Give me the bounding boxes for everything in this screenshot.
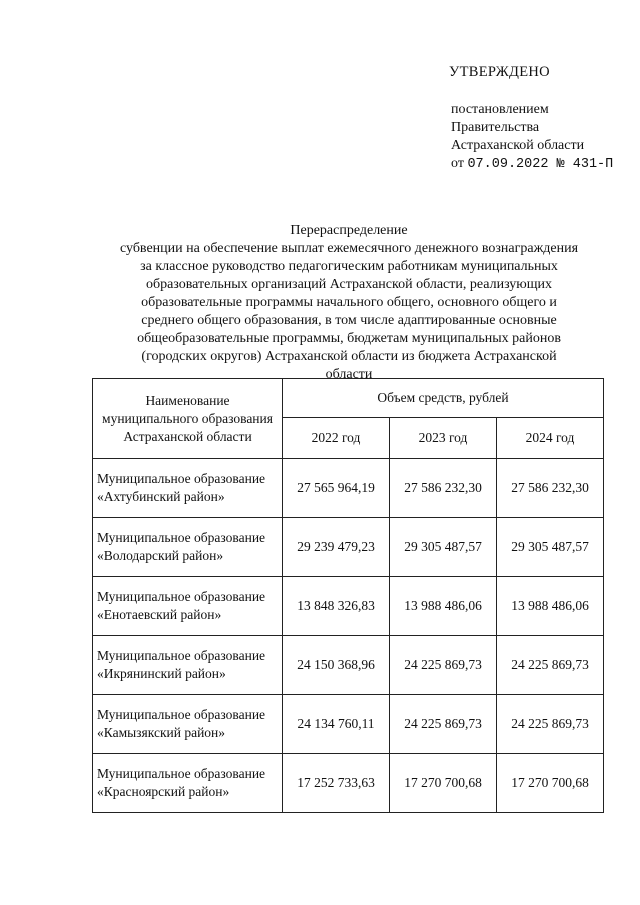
header-municipality: Наименование муниципального образования Астраханской области: [93, 379, 283, 459]
row-value-2023: 17 270 700,68: [390, 754, 497, 813]
approval-date-line: [451, 155, 636, 174]
row-value-2024: 27 586 232,30: [497, 459, 604, 518]
title-line: за классное руководство педагогическим работникам муниципальных: [140, 259, 558, 274]
approval-decree-number: 07.09.2022 № 431-П: [467, 157, 614, 172]
approval-line-1: постановлением: [451, 102, 549, 117]
row-value-2022: 13 848 326,83: [283, 577, 390, 636]
row-value-2023: 27 586 232,30: [390, 459, 497, 518]
table-row: [93, 459, 604, 518]
row-value-2022: 24 150 368,96: [283, 636, 390, 695]
row-municipality-name: Муниципальное образование «Камызякский район»: [93, 695, 283, 754]
header-funds-volume: Объем средств, рублей: [283, 379, 604, 418]
title-line: области: [325, 367, 373, 382]
row-municipality-name: Муниципальное образование «Енотаевский район»: [93, 577, 283, 636]
row-value-2022: 29 239 479,23: [283, 518, 390, 577]
header-year-2022: 2022 год: [283, 418, 390, 459]
row-value-2024: 13 988 486,06: [497, 577, 604, 636]
title-line: среднего общего образования, в том числе адаптированные основные: [141, 313, 557, 328]
row-value-2023: 24 225 869,73: [390, 636, 497, 695]
row-value-2024: 24 225 869,73: [497, 636, 604, 695]
table-row: [93, 518, 604, 577]
approval-line-2: Правительства: [451, 120, 540, 135]
funds-table: [92, 378, 604, 813]
approval-date-prefix: от: [451, 156, 464, 171]
row-value-2024: 17 270 700,68: [497, 754, 604, 813]
table-row: [93, 577, 604, 636]
row-value-2022: 27 565 964,19: [283, 459, 390, 518]
title-line: образовательные программы начального общего, основного общего и: [141, 295, 557, 310]
title-line: субвенции на обеспечение выплат ежемесячного денежного вознаграждения: [119, 241, 579, 256]
title-line: общеобразовательные программы, бюджетам муниципальных районов: [137, 331, 561, 346]
row-value-2024: 24 225 869,73: [497, 695, 604, 754]
table-row: [93, 754, 604, 813]
row-value-2023: 13 988 486,06: [390, 577, 497, 636]
approval-heading: УТВЕРЖДЕНО: [449, 64, 550, 80]
approval-line-3: Астраханской области: [451, 138, 585, 153]
title-line: образовательных организаций Астраханской области, реализующих: [145, 277, 553, 292]
row-value-2022: 24 134 760,11: [283, 695, 390, 754]
row-value-2022: 17 252 733,63: [283, 754, 390, 813]
row-value-2024: 29 305 487,57: [497, 518, 604, 577]
row-value-2023: 29 305 487,57: [390, 518, 497, 577]
table-row: [93, 695, 604, 754]
row-value-2023: 24 225 869,73: [390, 695, 497, 754]
row-municipality-name: Муниципальное образование «Володарский район»: [93, 518, 283, 577]
title-line: (городских округов) Астраханской области из бюджета Астраханской: [141, 349, 557, 364]
row-municipality-name: Муниципальное образование «Красноярский район»: [93, 754, 283, 813]
row-municipality-name: Муниципальное образование «Икрянинский район»: [93, 636, 283, 695]
header-year-2024: 2024 год: [497, 418, 604, 459]
title-line: Перераспределение: [290, 223, 408, 238]
header-year-2023: 2023 год: [390, 418, 497, 459]
row-municipality-name: Муниципальное образование «Ахтубинский район»: [93, 459, 283, 518]
table-row: [93, 636, 604, 695]
document-title: [92, 222, 606, 384]
approval-block: [451, 101, 636, 174]
